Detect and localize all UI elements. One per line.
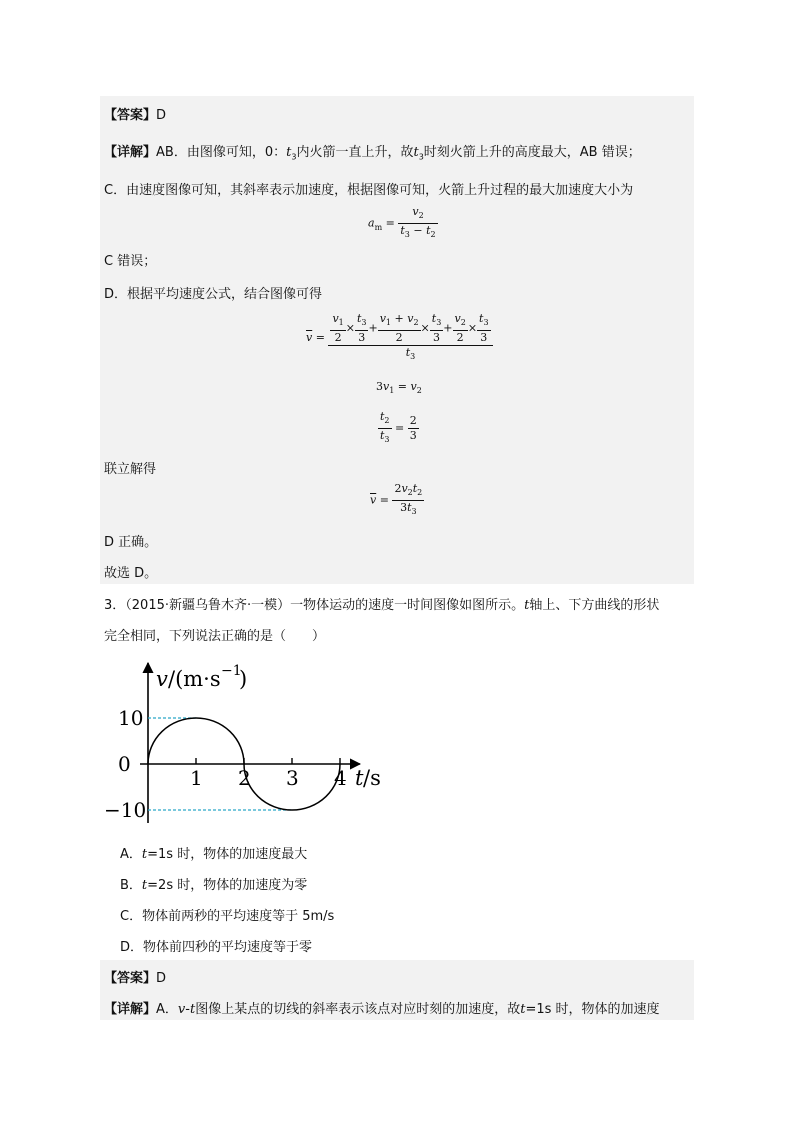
- option-b[interactable]: [120, 874, 307, 893]
- detail-ab-text: 内火箭一直上升，故: [296, 145, 414, 160]
- var-t: t: [189, 1002, 196, 1017]
- detail-c-wrong: C 错误；: [104, 254, 157, 269]
- detail-ab-text: 时刻火箭上升的高度最大，AB 错误；: [423, 145, 641, 160]
- detail-ab-line: [104, 141, 641, 162]
- y-axis-unit-exp: −1: [221, 663, 242, 679]
- detail-ab-text: AB．由图像可知，0：: [156, 145, 287, 160]
- detail-text: =1s 时，物体的加速度: [525, 1002, 660, 1017]
- y-tick-label: −10: [104, 798, 147, 822]
- velocity-time-graph: [100, 655, 400, 825]
- option-text: =1s 时，物体的加速度最大: [147, 847, 308, 862]
- var-t: t: [413, 145, 419, 160]
- question-text: 3．（2015·新疆乌鲁木齐·一模）一物体运动的速度一时间图像如图所示。: [104, 598, 525, 613]
- answer-value: D: [156, 971, 167, 986]
- var-v: v: [177, 1002, 186, 1017]
- option-letter: D．: [120, 940, 144, 955]
- y-tick-label: 0: [118, 752, 131, 776]
- choose-line: 故选 D。: [104, 566, 158, 581]
- y-axis-unit: /(m·s: [168, 667, 221, 691]
- x-tick-label: 3: [286, 766, 299, 790]
- x-axis-label: t: [355, 766, 364, 790]
- option-text: =2s 时，物体的加速度为零: [147, 878, 308, 893]
- detail-label: 【详解】: [104, 1002, 157, 1017]
- option-variable: t: [141, 847, 148, 862]
- question-text: 轴上、下方曲线的形状: [529, 598, 660, 613]
- answer-line-3: [104, 967, 166, 986]
- option-text: 物体前两秒的平均速度等于 5m/s: [142, 909, 335, 924]
- detail3-line: [104, 998, 660, 1017]
- answer-value: D: [156, 108, 167, 123]
- combine-line: 联立解得: [104, 462, 157, 477]
- question3-line1: [104, 594, 659, 613]
- answer-label: 【答案】: [104, 108, 157, 123]
- equation-t-ratio: $\frac{t_2}{t_3}$ = $\frac{2}{3}$: [380, 410, 417, 445]
- option-d[interactable]: [120, 936, 312, 955]
- y-tick-label: 10: [118, 706, 144, 730]
- answer-label: 【答案】: [104, 971, 157, 986]
- d-correct-line: D 正确。: [104, 535, 158, 550]
- x-tick-label: 1: [190, 766, 203, 790]
- y-axis-label: v: [156, 667, 168, 691]
- var-t: t: [524, 598, 530, 613]
- detail-d-line: D．根据平均速度公式，结合图像可得: [104, 287, 323, 302]
- var-t: t: [286, 145, 292, 160]
- dash: -: [185, 1002, 190, 1017]
- equation-result: $\overline{v}$ = $\frac{2v_2t_2}{3t_3}$: [370, 482, 423, 517]
- answer-line-1: [104, 104, 166, 123]
- question3-line2: 完全相同，下列说法正确的是（ ）: [104, 629, 326, 644]
- option-letter: A．: [120, 847, 142, 862]
- subscript: 3: [418, 152, 424, 162]
- y-axis-unit-close: ): [239, 667, 248, 691]
- var-t: t: [520, 1002, 526, 1017]
- x-tick-label: 2: [238, 766, 251, 790]
- detail-text: A．: [156, 1002, 178, 1017]
- option-variable: t: [141, 878, 148, 893]
- equation-average-velocity: $\overline{v}$ = $\frac{v_1}{2}$ × $\frac{t_3}{3}$ + $\frac{v_1 + v_2}{2}$ × $\frac{t_3}{3}$ + $\frac{v_2}{2}$ × $\frac{t_3}{3}$ $t_3$: [306, 312, 493, 364]
- x-axis-unit: /s: [363, 766, 381, 790]
- detail-label: 【详解】: [104, 145, 157, 160]
- detail-text: 图像上某点的切线的斜率表示该点对应时刻的加速度，故: [195, 1002, 521, 1017]
- equation-max-acceleration: $a_m$ = $\frac{v_2}{t_3 - t_2}$: [368, 205, 436, 240]
- option-text: 物体前四秒的平均速度等于零: [143, 940, 313, 955]
- subscript: 3: [291, 152, 297, 162]
- x-tick-label: 4: [334, 766, 347, 790]
- curve-upper: [148, 718, 244, 764]
- detail-c-line: C．由速度图像可知，其斜率表示加速度，根据图像可知，火箭上升过程的最大加速度大小为: [104, 183, 634, 198]
- equation-v1-v2: $3v_1 = v_2$: [376, 380, 422, 396]
- option-c[interactable]: [120, 905, 334, 924]
- option-a[interactable]: [120, 843, 307, 862]
- option-letter: C．: [120, 909, 143, 924]
- option-letter: B．: [120, 878, 142, 893]
